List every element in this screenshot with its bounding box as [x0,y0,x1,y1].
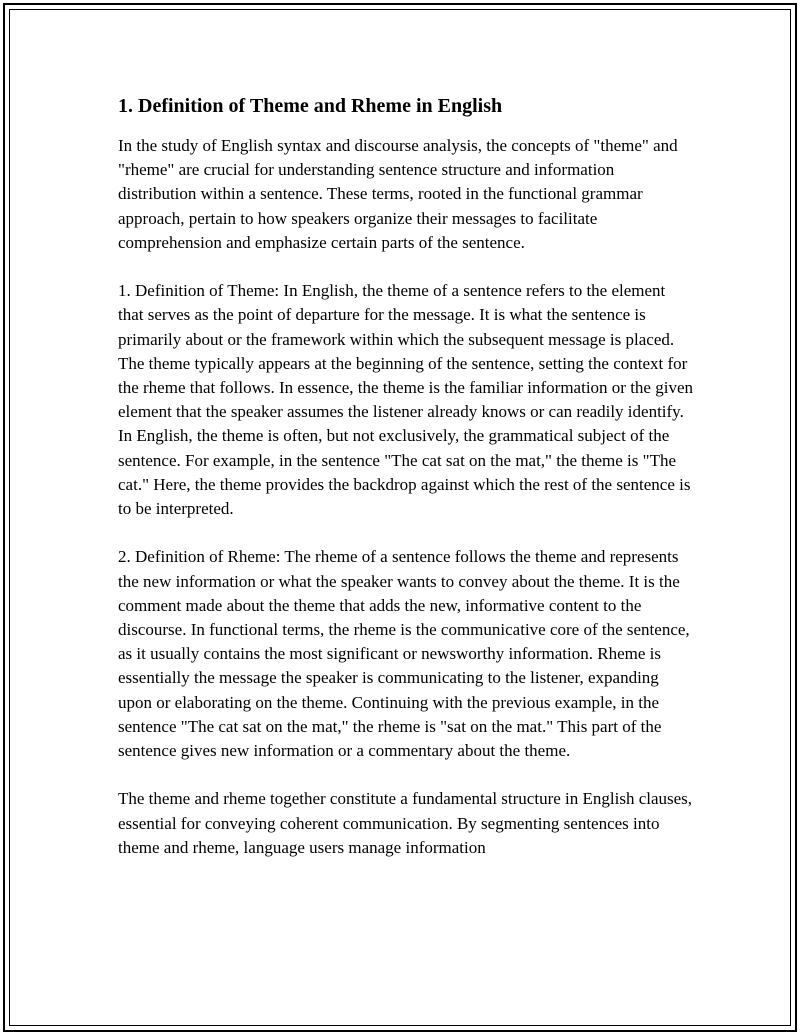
document-body [118,92,693,860]
conclusion-paragraph: The theme and rheme together constitute a fundamental structure in English clauses, essential for conveying coherent communication. By segmenting sentences into theme and rheme, language users manage information [118,789,693,857]
rheme-definition-paragraph: 2. Definition of Rheme: The rheme of a sentence follows the theme and represents the new information or what the speaker wants to convey about the theme. It is the comment made about the theme that adds the new, informative content to the discourse. In functional terms, the rheme is the communicative core of the sentence, as it usually contains the most significant or newsworthy information. Rheme is essentially the message the speaker is communicating to the listener, expanding upon or elaborating on the theme. Continuing with the previous example, in the sentence "The cat sat on the mat," the rheme is "sat on the mat." This part of the sentence gives new information or a commentary about the theme. [118,547,690,761]
theme-definition-paragraph: 1. Definition of Theme: In English, the theme of a sentence refers to the element that serves as the point of departure for the message. It is what the sentence is primarily about or the framework within which the subsequent message is placed. The theme typically appears at the beginning of the sentence, setting the context for the rheme that follows. In essence, the theme is the familiar information or the given element that the speaker assumes the listener already knows or can readily identify. In English, the theme is often, but not exclusively, the grammatical subject of the sentence. For example, in the sentence "The cat sat on the mat," the theme is "The cat." Here, the theme provides the backdrop against which the rest of the sentence is to be interpreted. [118,281,693,519]
section-heading: 1. Definition of Theme and Rheme in English [118,95,503,117]
intro-paragraph: In the study of English syntax and discourse analysis, the concepts of "theme" and "rheme" are crucial for understanding sentence structure and information distribution within a sentence. These terms, rooted in the functional grammar approach, pertain to how speakers organize their messages to facilitate comprehension and emphasize certain parts of the sentence. [118,136,678,252]
